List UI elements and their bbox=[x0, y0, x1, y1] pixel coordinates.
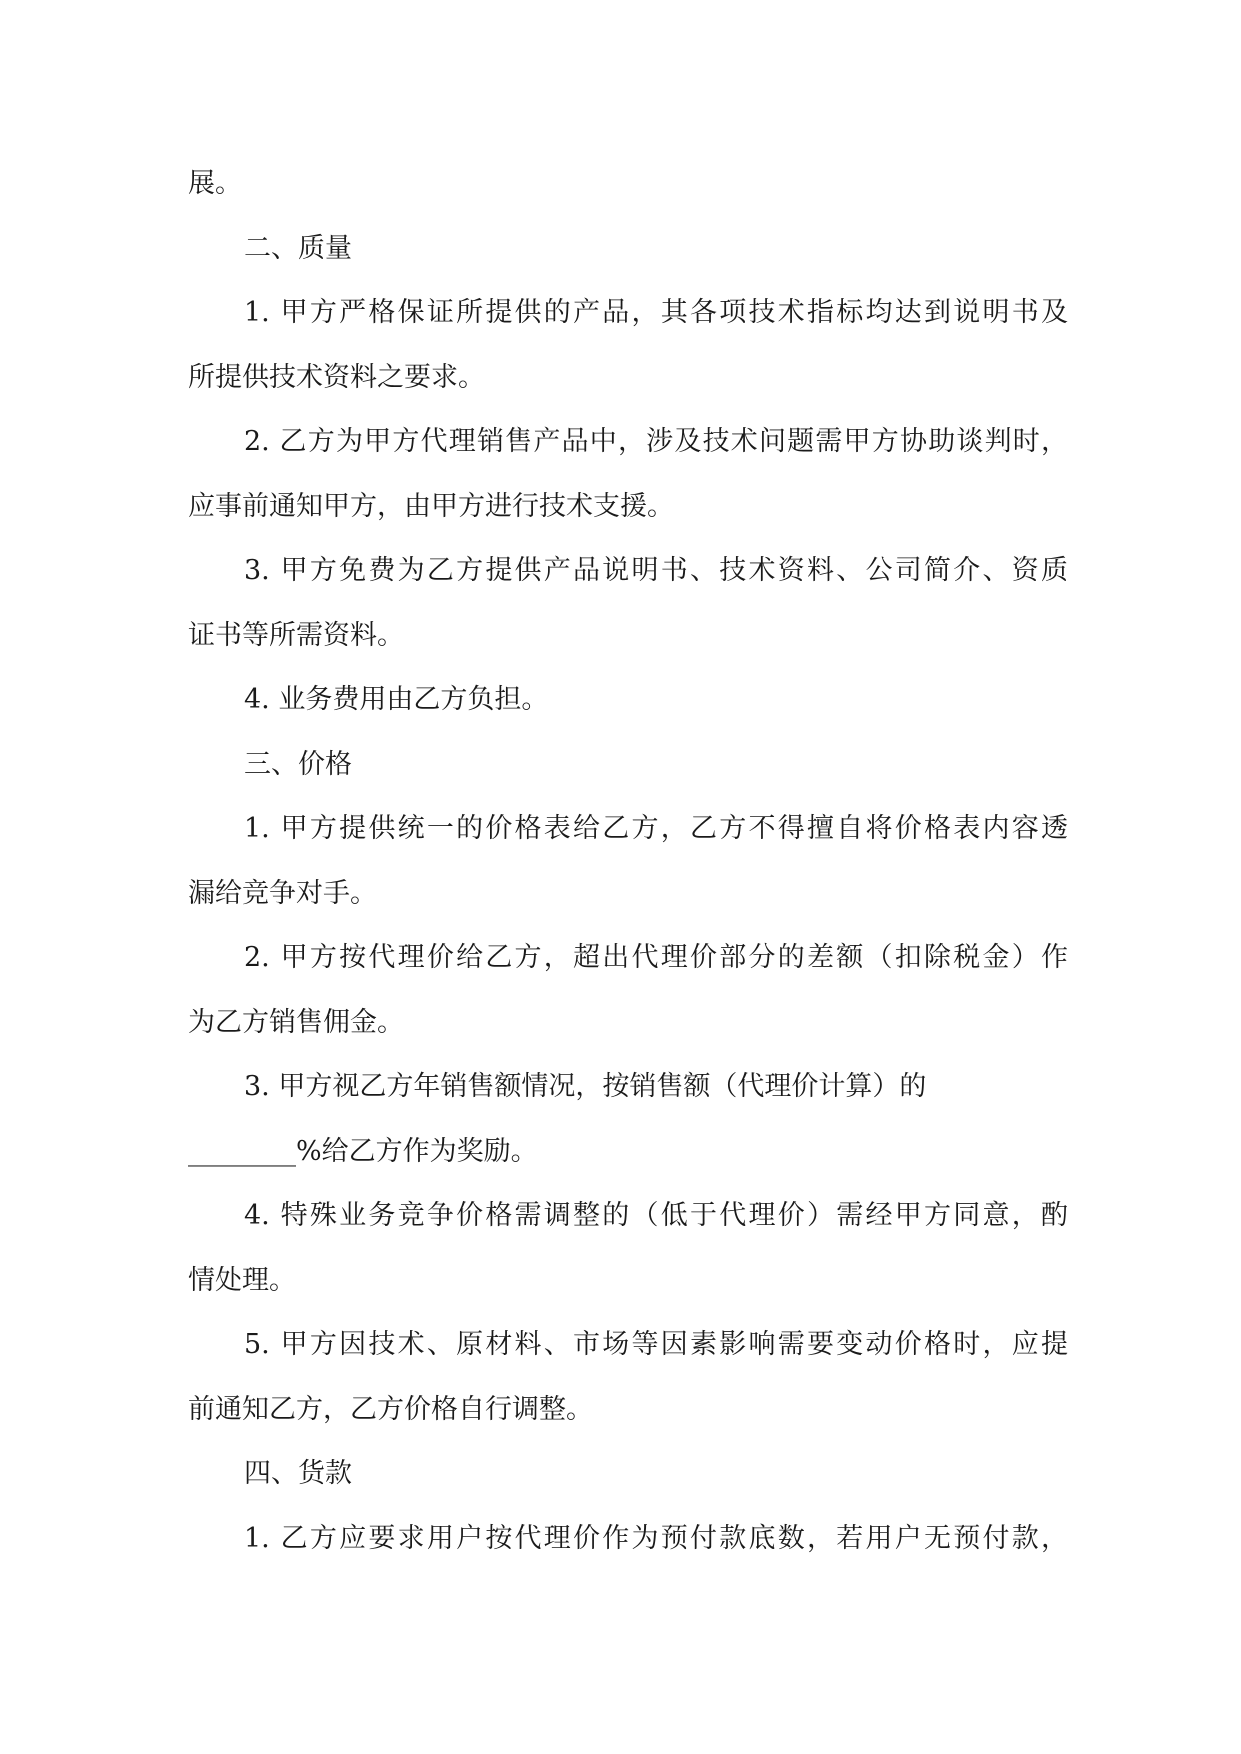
text-line: 1. 甲方严格保证所提供的产品，其各项技术指标均达到说明书及 bbox=[244, 297, 1068, 328]
section-heading-payment: 四、货款 bbox=[244, 1458, 352, 1489]
text-line: 5. 甲方因技术、原材料、市场等因素影响需要变动价格时，应提 bbox=[244, 1329, 1068, 1360]
text-line: 1. 甲方提供统一的价格表给乙方，乙方不得擅自将价格表内容透 bbox=[244, 813, 1068, 844]
text-line: 证书等所需资料。 bbox=[188, 619, 404, 651]
section-heading-quality: 二、质量 bbox=[244, 232, 352, 264]
text-line: 4. 业务费用由乙方负担。 bbox=[244, 684, 549, 715]
document-body bbox=[188, 152, 1068, 1571]
text-line: 为乙方销售佣金。 bbox=[188, 1006, 404, 1038]
text-line: 4. 特殊业务竞争价格需调整的（低于代理价）需经甲方同意，酌 bbox=[244, 1200, 1068, 1231]
text-line: 3. 甲方免费为乙方提供产品说明书、技术资料、公司简介、资质 bbox=[244, 555, 1068, 586]
text-line: 2. 甲方按代理价给乙方，超出代理价部分的差额（扣除税金）作 bbox=[244, 942, 1068, 973]
text-line: 所提供技术资料之要求。 bbox=[188, 361, 485, 393]
text-line-blank-percentage: ________%给乙方作为奖励。 bbox=[188, 1135, 538, 1167]
text-line: 前通知乙方，乙方价格自行调整。 bbox=[188, 1393, 593, 1425]
text-line: 2. 乙方为甲方代理销售产品中，涉及技术问题需甲方协助谈判时， bbox=[244, 426, 1068, 457]
text-line: 情处理。 bbox=[188, 1264, 296, 1296]
text-line: 应事前通知甲方，由甲方进行技术支援。 bbox=[188, 490, 674, 522]
text-line: 漏给竞争对手。 bbox=[188, 877, 377, 909]
section-heading-price: 三、价格 bbox=[244, 748, 352, 780]
text-line: 3. 甲方视乙方年销售额情况，按销售额（代理价计算）的 bbox=[244, 1071, 927, 1102]
text-line: 1. 乙方应要求用户按代理价作为预付款底数，若用户无预付款， bbox=[244, 1522, 1068, 1554]
text-line: 展。 bbox=[188, 168, 242, 199]
